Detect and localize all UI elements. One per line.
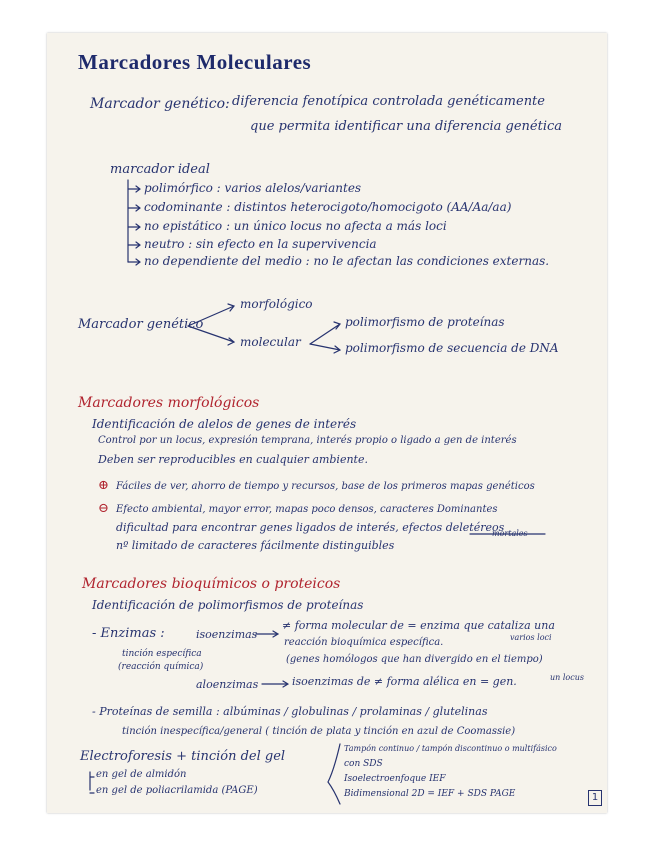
tree-leaf-dna: polimorfismo de secuencia de DNA	[345, 341, 559, 355]
electro-option-1: Tampón continuo / tampón discontinuo o multifásico	[344, 744, 557, 753]
plus-icon: ⊕	[98, 478, 109, 493]
bioq-heading: Marcadores bioquímicos o proteicos	[82, 576, 341, 592]
morfo-line-2: Control por un locus, expresión temprana, interés propio o ligado a gen de interés	[98, 435, 517, 446]
electro-almidon: en gel de almidón	[96, 769, 187, 780]
electro-poliacrilamida: en gel de poliacrilamida (PAGE)	[96, 785, 258, 796]
ideal-item-2: codominante : distintos heterocigoto/homocigoto (AA/Aa/aa)	[144, 200, 512, 214]
bioq-line-1: Identificación de polimorfismos de proteínas	[92, 598, 364, 612]
ideal-item-5: no dependiente del medio : no le afectan las condiciones externas.	[144, 254, 550, 268]
ideal-item-3: no epistático : un único locus no afecta a más loci	[144, 219, 447, 233]
morfo-cons-3: nº limitado de caracteres fácilmente distinguibles	[116, 539, 395, 552]
tree-branch-molecular: molecular	[240, 335, 301, 349]
electroforesis-line: Electroforesis + tinción del gel	[80, 749, 286, 764]
page-number: 1	[588, 790, 602, 806]
definition-label: Marcador genético:	[90, 96, 230, 112]
morfo-cons-2: dificultad para encontrar genes ligados de interés, efectos deletéreos	[116, 521, 505, 534]
aloenzimas-label: aloenzimas	[196, 678, 259, 691]
minus-icon: ⊖	[98, 501, 109, 516]
morfo-cons-note: mortales	[492, 529, 528, 538]
tree-leaf-proteinas: polimorfismo de proteínas	[345, 315, 505, 329]
definition-line-2: que permita identificar una diferencia genética	[250, 119, 563, 134]
isoenzimas-desc-3: (genes homólogos que han divergido en el tiempo)	[286, 654, 543, 665]
morfo-line-3: Deben ser reproducibles en cualquier ambiente.	[98, 453, 368, 466]
ideal-heading: marcador ideal	[110, 162, 210, 177]
reaccion-quimica: (reacción química)	[118, 662, 204, 672]
page-title: Marcadores Moleculares	[78, 50, 312, 74]
tincion-especifica: tinción específica	[122, 649, 202, 659]
tree-branch-morfologico: morfológico	[240, 297, 313, 311]
ideal-item-4: neutro : sin efecto en la supervivencia	[144, 237, 377, 251]
ideal-item-1: polimórfico : varios alelos/variantes	[144, 181, 362, 195]
isoenzimas-label: isoenzimas	[196, 628, 258, 641]
tree-root: Marcador genético	[78, 317, 204, 332]
morfo-pros: Fáciles de ver, ahorro de tiempo y recursos, base de los primeros mapas genéticos	[116, 481, 535, 492]
definition-line-1: diferencia fenotípica controlada genéticamente	[232, 94, 545, 109]
morfo-cons-1: Efecto ambiental, mayor error, mapas poco densos, caracteres Dominantes	[116, 504, 498, 515]
aloenzimas-desc: isoenzimas de ≠ forma alélica en = gen.	[292, 675, 517, 688]
electro-option-3: Isoelectroenfoque IEF	[344, 774, 446, 784]
proteinas-semilla-line: - Proteínas de semilla : albúminas / globulinas / prolaminas / glutelinas	[92, 705, 488, 718]
isoenzimas-desc-1: ≠ forma molecular de = enzima que cataliza una	[282, 619, 555, 632]
electro-option-2: con SDS	[344, 759, 383, 769]
proteinas-tincion-line: tinción inespecífica/general ( tinción de plata y tinción en azul de Coomassie)	[122, 726, 516, 737]
morfo-heading: Marcadores morfológicos	[78, 395, 260, 411]
morfo-line-1: Identificación de alelos de genes de interés	[92, 417, 357, 431]
isoenzimas-note: varios loci	[510, 633, 552, 642]
aloenzimas-note: un locus	[550, 673, 584, 682]
electro-option-4: Bidimensional 2D = IEF + SDS PAGE	[344, 789, 516, 799]
enzimas-label: - Enzimas :	[92, 626, 165, 641]
isoenzimas-desc-2: reacción bioquímica específica.	[284, 637, 444, 648]
